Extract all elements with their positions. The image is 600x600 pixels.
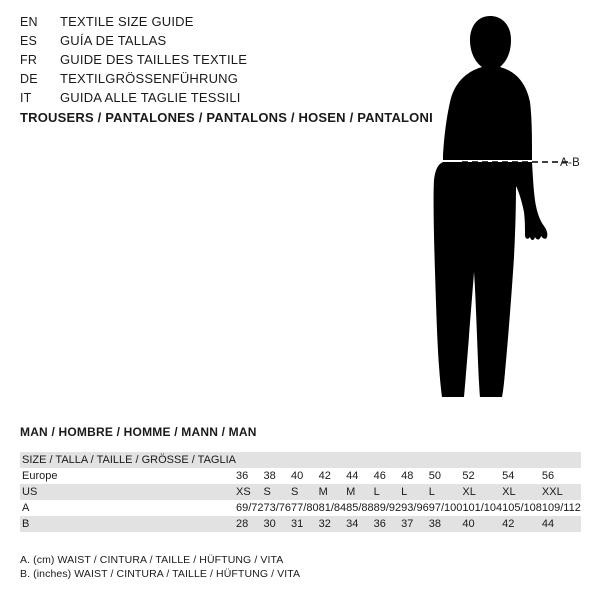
cell: XS (236, 484, 264, 500)
footnote-a: A. (cm) WAIST / CINTURA / TAILLE / HÜFTUNG / VITA (20, 554, 284, 566)
cell: 31 (291, 516, 319, 532)
cell: 54 (502, 470, 515, 482)
cell: 38 (263, 470, 276, 482)
cell: 36 (235, 470, 249, 482)
cell: M (319, 484, 347, 500)
row-label: B (20, 516, 236, 532)
cell: 44 (346, 470, 359, 482)
cell: 46 (373, 470, 386, 482)
table-row (20, 516, 581, 532)
cell: XXL (542, 484, 581, 500)
cell (374, 452, 402, 468)
cell: 28 (236, 516, 264, 532)
cell: 40 (462, 516, 502, 532)
cell: 101/104 (462, 502, 503, 514)
table-row (20, 452, 581, 468)
footnotes (20, 553, 300, 581)
male-silhouette-icon (420, 10, 590, 410)
cell: 93/96 (401, 502, 429, 514)
cell: 44 (542, 516, 581, 532)
language-code: FR (20, 53, 38, 67)
language-code: EN (20, 15, 38, 29)
table-row (20, 500, 581, 516)
cell: S (291, 484, 319, 500)
cell (462, 452, 502, 468)
cell: XL (502, 484, 542, 500)
language-row (20, 14, 350, 33)
footnote-b: B. (inches) WAIST / CINTURA / TAILLE / HÜFTUNG / VITA (20, 568, 301, 580)
cell: 97/100 (428, 502, 463, 514)
row-label: SIZE / TALLA / TAILLE / GRÖSSE / TAGLIA (22, 454, 236, 466)
cell: M (346, 484, 374, 500)
category-title: TROUSERS / PANTALONES / PANTALONS / HOSEN / PANTALONI (20, 110, 433, 125)
language-title: GUIDE DES TAILLES TEXTILE (60, 52, 248, 67)
cell: L (429, 484, 463, 500)
language-row (20, 90, 350, 109)
cell (346, 452, 374, 468)
cell: 52 (462, 470, 475, 482)
cell: S (264, 484, 292, 500)
language-title: GUÍA DE TALLAS (60, 33, 167, 48)
cell: 37 (401, 516, 429, 532)
cell: 77/80 (291, 502, 319, 514)
cell: 38 (429, 516, 463, 532)
cell: 32 (319, 516, 347, 532)
language-row (20, 33, 350, 52)
cell: 73/76 (263, 502, 292, 514)
cell (236, 452, 264, 468)
cell: 89/92 (373, 502, 402, 514)
cell (319, 452, 347, 468)
cell (291, 452, 319, 468)
cell (429, 452, 463, 468)
cell: 56 (541, 470, 555, 482)
cell: 42 (502, 516, 542, 532)
measure-label: A-B (560, 157, 581, 169)
cell: 69/72 (235, 502, 264, 514)
cell: 30 (264, 516, 292, 532)
cell: 42 (318, 470, 331, 482)
cell: 81/84 (318, 502, 347, 514)
table-row (20, 484, 581, 500)
cell (401, 452, 429, 468)
table-row (20, 468, 581, 484)
language-title: TEXTILE SIZE GUIDE (60, 14, 194, 29)
cell: 36 (374, 516, 402, 532)
language-code: IT (20, 91, 32, 105)
cell (502, 452, 542, 468)
language-code: DE (20, 72, 38, 86)
language-title: GUIDA ALLE TAGLIE TESSILI (60, 90, 241, 105)
size-table (20, 452, 581, 532)
cell: L (401, 484, 429, 500)
row-label: US (20, 484, 236, 500)
cell: XL (462, 484, 502, 500)
cell: 40 (291, 470, 304, 482)
language-row (20, 71, 350, 90)
row-label: Europe (22, 470, 58, 482)
table-section-title: MAN / HOMBRE / HOMME / MANN / MAN (20, 425, 257, 439)
cell: 34 (346, 516, 374, 532)
cell (542, 452, 581, 468)
cell: 105/108 (502, 502, 542, 514)
language-header (20, 14, 350, 109)
cell: 50 (428, 470, 441, 482)
language-code: ES (20, 34, 38, 48)
cell: 48 (401, 470, 414, 482)
cell: 85/88 (346, 502, 374, 514)
cell (264, 452, 292, 468)
language-title: TEXTILGRÖSSENFÜHRUNG (60, 71, 239, 86)
row-label: A (22, 502, 30, 514)
cell: L (374, 484, 402, 500)
trousers-figure (420, 10, 590, 410)
language-row (20, 52, 350, 71)
cell: 109/112 (541, 502, 581, 514)
